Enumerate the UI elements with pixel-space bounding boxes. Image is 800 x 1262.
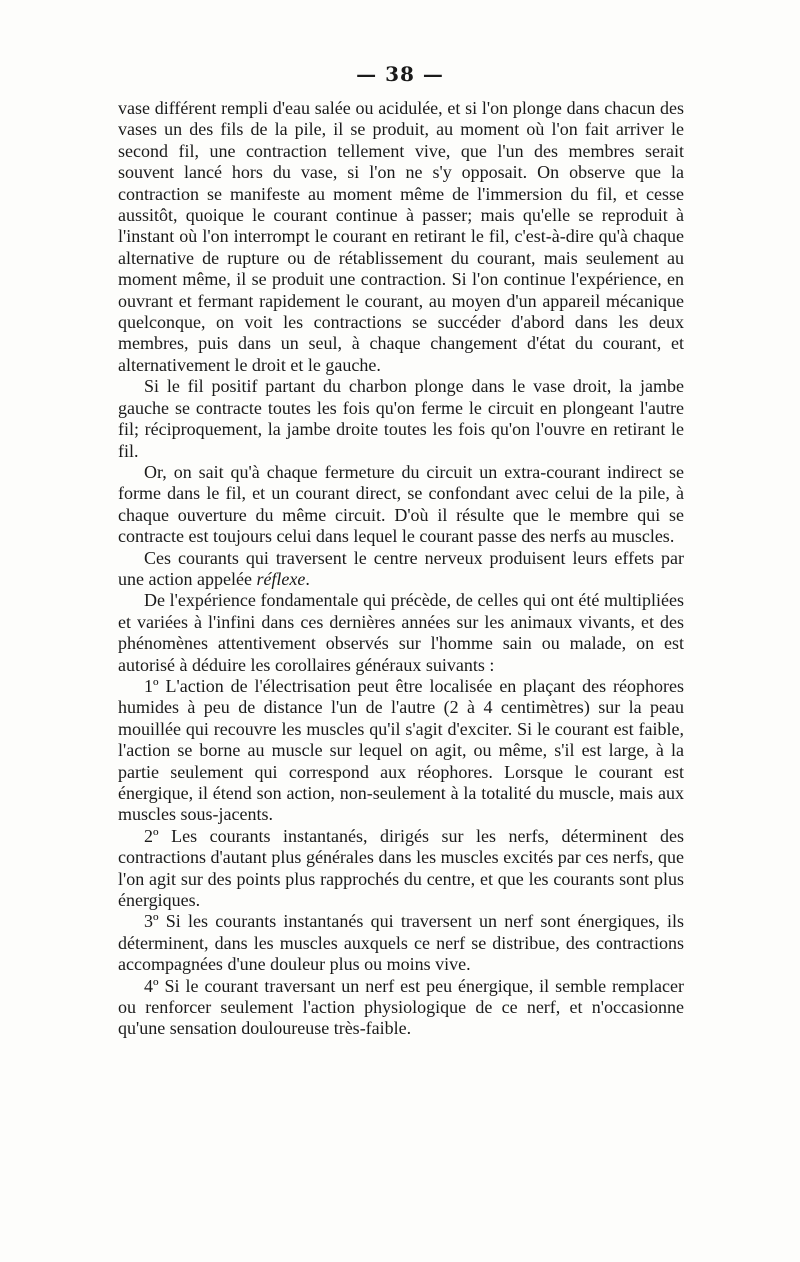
reflex-text-before: Ces courants qui traversent le centre nerveux produisent leurs effets par une action appelée bbox=[118, 547, 684, 589]
body-text bbox=[118, 98, 684, 1040]
paragraph-continuation: vase différent rempli d'eau salée ou acidulée, et si l'on plonge dans chacun des vases un des fils de la pile, il se produit, au moment où l'on fait arriver le second fil, une contraction tellement vive, que l'un des membres serait souvent lancé hors du vase, si l'on ne s'y opposait. On observe que la contraction se manifeste au moment même de l'immersion du fil, et cesse aussitôt, quoique le courant continue à passer; mais qu'elle se reproduit à l'instant où l'on interrompt le courant en retirant le fil, c'est-à-dire qu'à chaque alternative de rupture ou de rétablissement du courant, mais seulement au moment même, il se produit une contraction. Si l'on continue l'expérience, en ouvrant et fermant rapidement le courant, au moyen d'un appareil mécanique quelconque, on voit les contractions se succéder d'abord dans les deux membres, puis dans un seul, à chaque changement d'état du courant, et alternativement le droit et le gauche. bbox=[118, 98, 684, 375]
corollary-3: 3º Si les courants instantanés qui traversent un nerf sont énergiques, ils déterminent, dans les muscles auxquels ce nerf se distribue, des contractions accompagnées d'une douleur plus ou moins vive. bbox=[118, 911, 684, 975]
paragraph-reflex bbox=[118, 548, 684, 591]
reflex-term: réflexe bbox=[256, 568, 306, 589]
paragraph-extra-current: Or, on sait qu'à chaque fermeture du circuit un extra-courant indirect se forme dans le fil, et un courant direct, se confondant avec celui de la pile, à chaque ouverture du même circuit. D'où il résulte que le membre qui se contracte est toujours celui dans lequel le courant passe des nerfs au muscles. bbox=[118, 461, 684, 547]
paragraph-positive-wire: Si le fil positif partant du charbon plonge dans le vase droit, la jambe gauche se contracte toutes les fois qu'on ferme le circuit en plongeant l'autre fil; réciproquement, la jambe droite toutes les fois qu'on l'ouvre en retirant le fil. bbox=[118, 376, 684, 461]
reflex-text-after: . bbox=[305, 568, 310, 589]
paragraph-fundamental-experience: De l'expérience fondamentale qui précède, de celles qui ont été multipliées et variées à l'infini dans ces dernières années sur les animaux vivants, et des phénomènes attentivement observés sur l'homme sain ou malade, on est autorisé à déduire les corollaires généraux suivants : bbox=[118, 590, 684, 675]
page-number: — 38 — bbox=[356, 62, 444, 86]
corollary-1: 1º L'action de l'électrisation peut être localisée en plaçant des réophores humides à peu de distance l'un de l'autre (2 à 4 centimètres) sur la peau mouillée qui recouvre les muscles qu'il s'agit d'exciter. Si le courant est faible, l'action se borne au muscle sur lequel on agit, ou même, s'il est large, à la partie seulement qui correspond aux réophores. Lorsque le courant est énergique, il étend son action, non-seulement à la totalité du muscle, mais aux muscles sous-jacents. bbox=[118, 675, 684, 825]
corollary-2: 2º Les courants instantanés, dirigés sur les nerfs, déterminent des contractions d'autant plus générales dans les muscles excités par ces nerfs, que l'on agit sur des points plus rapprochés du centre, et que les courants sont plus énergiques. bbox=[118, 825, 684, 911]
corollary-4: 4º Si le courant traversant un nerf est peu énergique, il semble remplacer ou renforcer seulement l'action physiologique de ce nerf, et n'occasionne qu'une sensation douloureuse très-faible. bbox=[118, 975, 684, 1039]
